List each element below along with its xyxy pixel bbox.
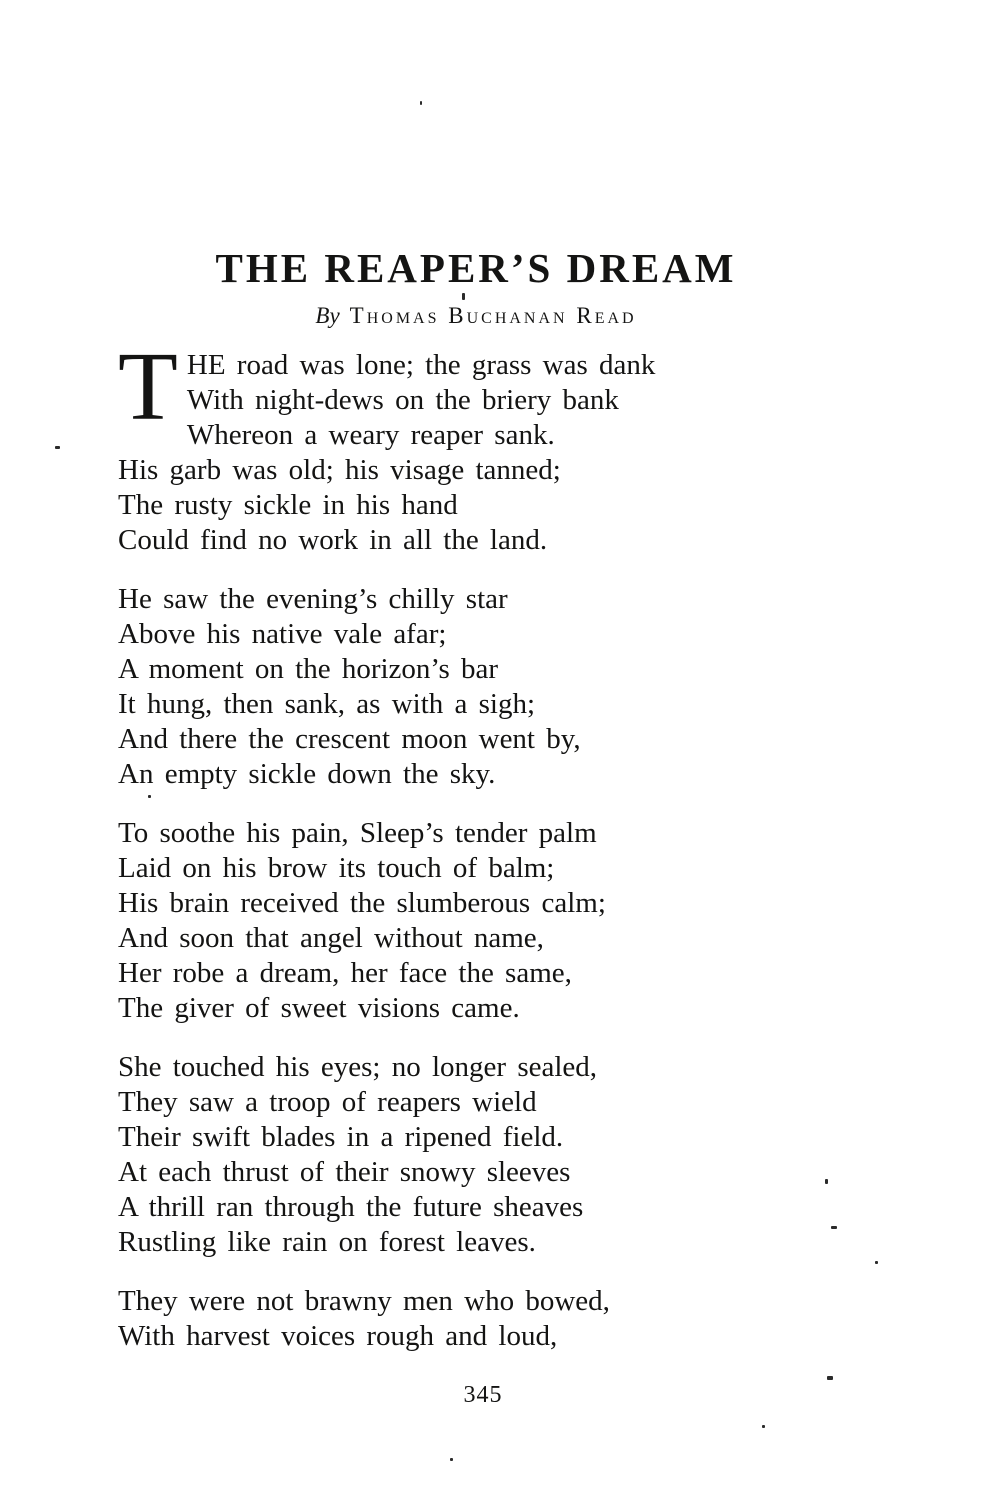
scan-speck (450, 1458, 453, 1461)
stanza-4 (118, 1050, 848, 1260)
stanza-5 (118, 1284, 848, 1354)
dropcap-letter: T (118, 333, 178, 441)
byline-author: Thomas Buchanan Read (349, 303, 637, 328)
scan-speck (762, 1425, 765, 1428)
poem-line: Their swift blades in a ripened field. (118, 1121, 564, 1153)
scan-speck (55, 446, 60, 449)
scan-speck (420, 101, 422, 105)
page-number: 345 (463, 1382, 503, 1408)
byline-by: By (315, 303, 340, 328)
poem (104, 333, 848, 1413)
poem-line: A moment on the horizon’s bar (118, 653, 499, 685)
poem-line: Rustling like rain on forest leaves. (118, 1226, 536, 1258)
poem-line: Could find no work in all the land. (118, 524, 548, 556)
scan-speck (831, 1226, 837, 1229)
poem-line: They saw a troop of reapers wield (118, 1086, 537, 1118)
poem-line: His brain received the slumberous calm; (118, 887, 606, 919)
byline (104, 300, 848, 332)
poem-line: And soon that angel without name, (118, 922, 544, 954)
page-content (104, 246, 848, 1413)
scan-speck (875, 1261, 878, 1264)
stanza-1 (118, 333, 848, 558)
poem-line: And there the crescent moon went by, (118, 723, 581, 755)
poem-line: The giver of sweet visions came. (118, 992, 520, 1024)
stanza-3 (118, 816, 848, 1026)
stanza-2 (118, 582, 848, 792)
poem-line: They were not brawny men who bowed, (118, 1285, 610, 1317)
poem-line: HE road was lone; the grass was dank (186, 349, 656, 381)
poem-line: Whereon a weary reaper sank. (186, 419, 555, 451)
scan-speck (462, 293, 465, 300)
poem-line: Laid on his brow its touch of balm; (118, 852, 555, 884)
scan-speck (825, 1179, 828, 1184)
poem-line: He saw the evening’s chilly star (118, 583, 508, 615)
scan-speck (148, 795, 151, 798)
poem-line: An empty sickle down the sky. (118, 758, 496, 790)
page-title: THE REAPER’S DREAM (215, 245, 737, 291)
poem-line: At each thrust of their snowy sleeves (118, 1156, 571, 1188)
poem-line: His garb was old; his visage tanned; (118, 454, 561, 486)
poem-line: The rusty sickle in his hand (118, 489, 458, 521)
poem-line: With harvest voices rough and loud, (118, 1320, 558, 1352)
poem-line: She touched his eyes; no longer sealed, (118, 1051, 598, 1083)
poem-line: Her robe a dream, her face the same, (118, 957, 572, 989)
poem-line: With night-dews on the briery bank (186, 384, 619, 416)
poem-line: A thrill ran through the future sheaves (118, 1191, 584, 1223)
poem-line: Above his native vale afar; (118, 618, 447, 650)
poem-line: To soothe his pain, Sleep’s tender palm (118, 817, 597, 849)
scan-speck (827, 1376, 833, 1380)
poem-line: It hung, then sank, as with a sigh; (118, 688, 536, 720)
